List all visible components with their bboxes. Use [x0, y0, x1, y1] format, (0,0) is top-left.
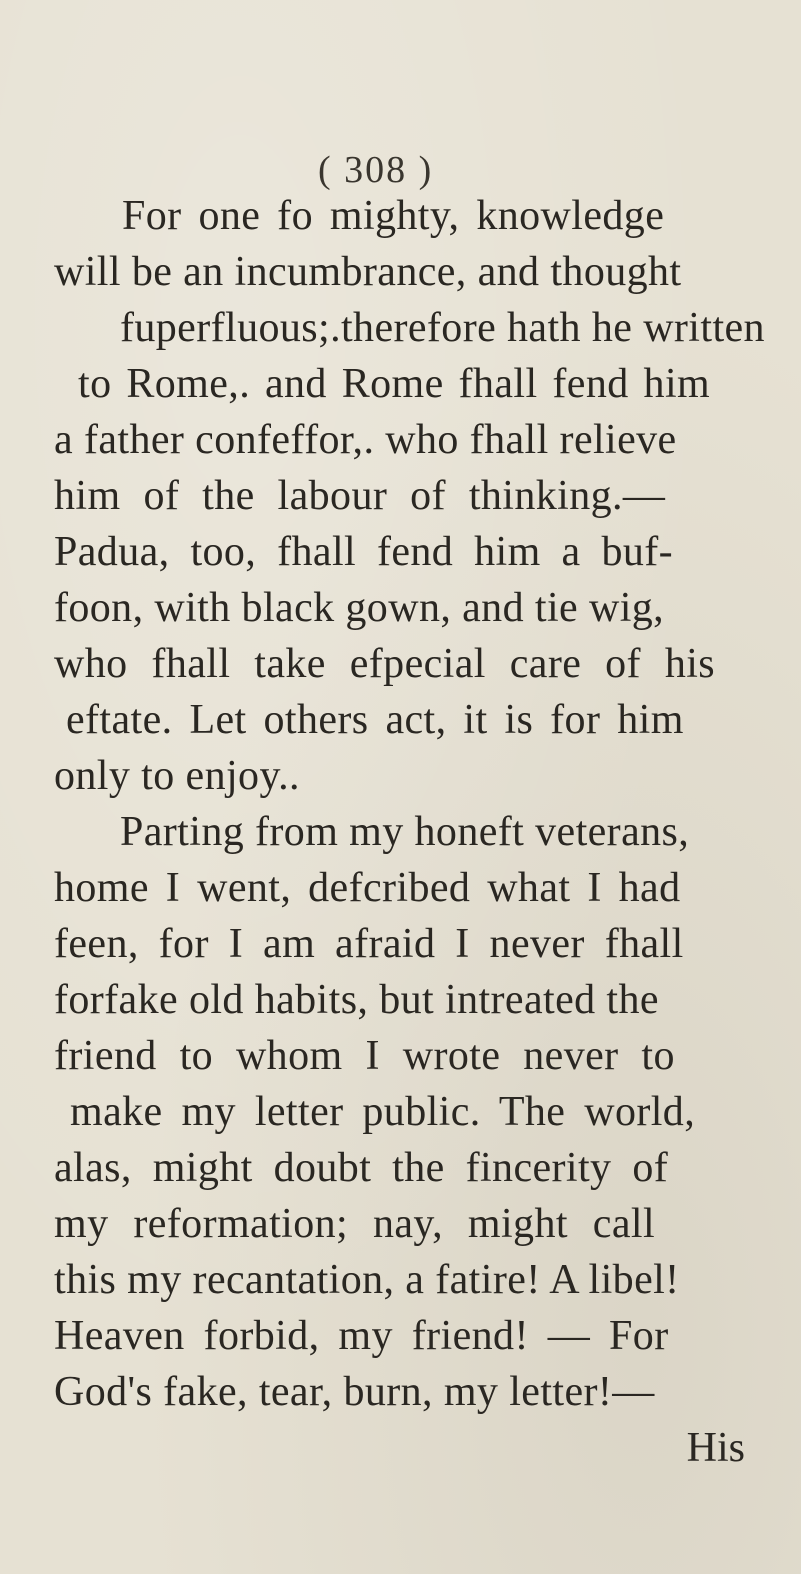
text-line: friend to whom I wrote never to: [54, 1033, 675, 1079]
text-line: to Rome,. and Rome fhall fend him: [78, 361, 711, 407]
text-line: God's fake, tear, burn, my letter!—: [54, 1369, 655, 1415]
text-line: this my recantation, a fatire! A libel!: [54, 1257, 680, 1303]
text-line: my reformation; nay, might call: [54, 1201, 656, 1247]
text-line: Padua, too, fhall fend him a buf-: [54, 529, 674, 575]
text-line: only to enjoy..: [54, 753, 300, 799]
text-line: eftate. Let others act, it is for him: [66, 697, 684, 743]
text-line: Parting from my honeft veterans,: [120, 809, 690, 855]
text-line: fuperfluous;.therefore hath he written: [120, 305, 765, 351]
text-line: alas, might doubt the fincerity of: [54, 1145, 669, 1191]
text-line: foon, with black gown, and tie wig,: [54, 585, 665, 631]
text-line: will be an incumbrance, and thought: [54, 249, 682, 295]
text-line: who fhall take efpecial care of his: [54, 641, 716, 687]
text-line: him of the labour of thinking.—: [54, 473, 666, 519]
text-line: feen, for I am afraid I never fhall: [54, 921, 684, 967]
page-number: ( 308 ): [318, 149, 434, 191]
text-line: a father confeffor,. who fhall relieve: [54, 417, 677, 463]
catchword: His: [686, 1425, 745, 1471]
text-line: make my letter public. The world,: [70, 1089, 696, 1135]
text-line: home I went, defcribed what I had: [54, 865, 681, 911]
text-line: Heaven forbid, my friend! — For: [54, 1313, 669, 1359]
text-line: forfake old habits, but intreated the: [54, 977, 659, 1023]
text-line: For one fo mighty, knowledge: [122, 193, 665, 239]
